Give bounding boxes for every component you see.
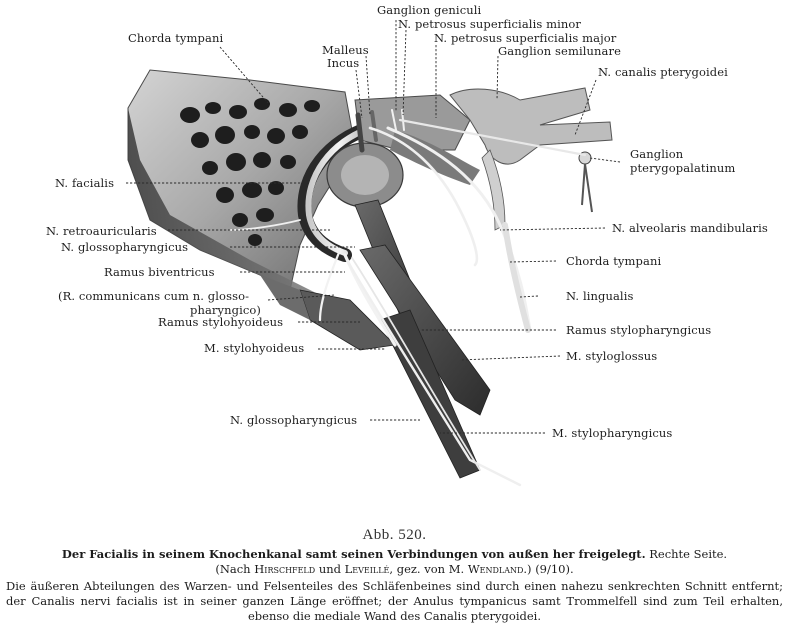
- credit-author-3: Wendland: [467, 562, 524, 576]
- credit-and: und: [318, 562, 342, 576]
- label-stylohyoideus-m: M. stylohyoideus: [204, 341, 305, 355]
- label-ganglion-pp-2: pterygopalatinum: [630, 161, 736, 175]
- label-communicans-1: (R. communicans cum n. glosso-: [58, 289, 250, 303]
- label-petrosus-major: N. petrosus superficialis major: [434, 31, 617, 45]
- credit-scale: .) (9/10).: [523, 562, 574, 576]
- figure-title-bold: Der Facialis in seinem Knochenkanal samt seinen Verbindungen von außen her freigelegt.: [61, 547, 646, 561]
- label-alveolaris: N. alveolaris mandibularis: [612, 221, 768, 235]
- label-ganglion-geniculi: Ganglion geniculi: [377, 3, 482, 17]
- label-communicans-2: pharyngico): [190, 303, 262, 317]
- figure-number: Abb. 520.: [362, 527, 427, 543]
- label-incus: Incus: [327, 56, 360, 70]
- label-glossopharyngicus-2: N. glossopharyngicus: [230, 413, 358, 427]
- figure-title: [0, 547, 789, 562]
- label-biventricus: Ramus biventricus: [104, 265, 215, 279]
- label-styloglossus: M. styloglossus: [566, 349, 658, 363]
- label-ganglion-semilunare: Ganglion semilunare: [498, 44, 621, 58]
- label-lingualis: N. lingualis: [566, 289, 634, 303]
- label-glossopharyngicus-1: N. glossopharyngicus: [61, 240, 189, 254]
- label-chorda-tympani-right: Chorda tympani: [566, 254, 662, 268]
- credit-author-1: Hirschfeld: [254, 562, 316, 576]
- credit-pre: (Nach: [215, 562, 251, 576]
- label-stylohyoideus-ramus: Ramus stylohyoideus: [158, 315, 284, 329]
- figure-credit: [0, 562, 789, 577]
- label-ganglion-pp-1: Ganglion: [630, 147, 684, 161]
- label-retroauricularis: N. retroauricularis: [46, 224, 157, 238]
- label-facialis: N. facialis: [55, 176, 115, 190]
- label-canalis-pterygoidei: N. canalis pterygoidei: [598, 65, 728, 79]
- figure-title-side: Rechte Seite.: [649, 547, 728, 561]
- credit-author-2: Leveillé: [344, 562, 390, 576]
- label-stylopharyngicus-m: M. stylopharyngicus: [552, 426, 673, 440]
- figure-description: Die äußeren Abteilungen des Warzen- und Felsenteiles des Schläfenbeines sind durch einen nahezu senkrechten Schnitt entfernt; der Canalis nervi facialis ist in seiner ganzen Länge eröffnet; der Anulus tympanicus samt Trommelfell sind zum Teil erhalten, ebenso die mediale Wand des Canalis pterygoidei.: [6, 579, 783, 623]
- label-malleus: Malleus: [322, 43, 369, 57]
- label-petrosus-minor: N. petrosus superficialis minor: [398, 17, 582, 31]
- label-chorda-tympani-top: Chorda tympani: [128, 31, 224, 45]
- figure-caption: [0, 527, 789, 624]
- label-stylopharyngicus-ramus: Ramus stylopharyngicus: [566, 323, 712, 337]
- credit-mid: , gez. von M.: [389, 562, 465, 576]
